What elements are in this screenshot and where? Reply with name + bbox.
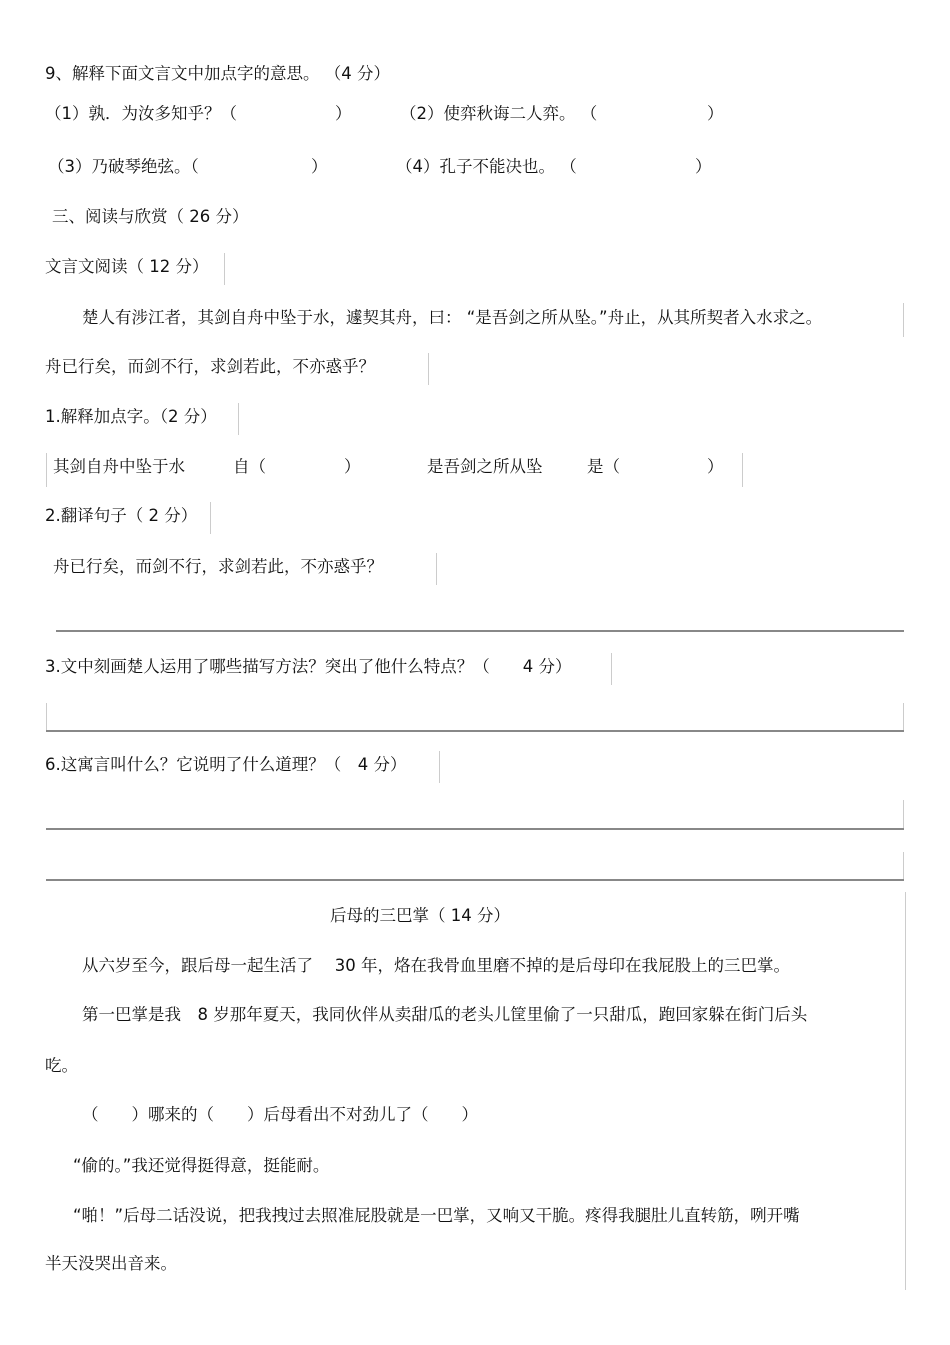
classical-q2-title: 2.翻译句子（ 2 分） (45, 506, 198, 525)
classical-q2-sentence: 舟已行矣，而剑不行，求剑若此，不亦惑乎？ (53, 557, 383, 576)
section-3-title: 三、阅读与欣赏（ 26 分） (52, 207, 249, 226)
answer-line (46, 828, 904, 830)
table-border (210, 502, 211, 534)
q9-item-1: （1）孰．为汝多知乎？（ (45, 104, 237, 123)
classical-q1-word-1: 自（ (233, 457, 266, 476)
table-border (742, 453, 743, 487)
answer-line (46, 879, 904, 881)
answer-line (56, 630, 904, 632)
question-9-title: 9、解释下面文言文中加点字的意思。 （4 分） (45, 64, 390, 83)
classical-q1-word-1-close: ） (344, 457, 361, 476)
story-paragraph-4-line-2: 半天没哭出音来。 (45, 1254, 177, 1273)
story-fill-blanks: （ ）哪来的（ ）后母看出不对劲儿了（ ） (82, 1105, 478, 1124)
q9-item-2: （2）使弈秋诲二人弈。 （ (400, 104, 598, 123)
story-paragraph-4-line-1: “啪！”后母二话没说，把我拽过去照准屁股就是一巴掌，又响又干脆。疼得我腿肚儿直转筋，咧开嘴 (73, 1206, 800, 1225)
classical-q1-title: 1.解释加点字。（2 分） (45, 407, 217, 426)
classical-q1-word-2-close: ） (707, 457, 724, 476)
q9-item-4: （4）孔子不能决也。 （ (396, 157, 577, 176)
table-border (238, 403, 239, 435)
q9-item-3: （3）乃破琴绝弦。（ (48, 157, 199, 176)
q9-item-1-close: ） (335, 104, 352, 123)
table-border (905, 892, 906, 1290)
table-border (903, 703, 904, 731)
classical-passage-line-1: 楚人有涉江者，其剑自舟中坠于水，遽契其舟，曰： “是吾剑之所从坠。”舟止，从其所契者入水求之。 (82, 308, 823, 327)
table-border (436, 553, 437, 585)
table-border (46, 453, 47, 487)
table-border (903, 852, 904, 880)
story-title: 后母的三巴掌（ 14 分） (330, 906, 510, 925)
table-border (903, 303, 904, 337)
classical-reading-title: 文言文阅读（ 12 分） (45, 257, 209, 276)
story-paragraph-2-line-1: 第一巴掌是我 8 岁那年夏天，我同伙伴从卖甜瓜的老头儿筐里偷了一只甜瓜，跑回家躲在街门后头 (82, 1005, 808, 1024)
story-paragraph-3: “偷的。”我还觉得挺得意，挺能耐。 (73, 1156, 330, 1175)
classical-q1-sentence-1: 其剑自舟中坠于水 (53, 457, 185, 476)
classical-q1-sentence-2: 是吾剑之所从坠 (427, 457, 543, 476)
table-border (46, 703, 47, 731)
table-border (439, 751, 440, 783)
answer-line (46, 730, 904, 732)
q9-item-4-close: ） (695, 157, 712, 176)
classical-q3-title: 3.文中刻画楚人运用了哪些描写方法？突出了他什么特点？（ 4 分） (45, 657, 572, 676)
q9-item-2-close: ） (707, 104, 724, 123)
q9-item-3-close: ） (311, 157, 328, 176)
table-border (224, 253, 225, 285)
table-border (428, 353, 429, 385)
classical-passage-line-2: 舟已行矣，而剑不行，求剑若此，不亦惑乎？ (45, 357, 375, 376)
classical-q1-word-2: 是（ (587, 457, 620, 476)
story-paragraph-2-line-2: 吃。 (45, 1056, 78, 1075)
table-border (611, 653, 612, 685)
classical-q6-title: 6.这寓言叫什么？它说明了什么道理？（ 4 分） (45, 755, 407, 774)
story-paragraph-1: 从六岁至今，跟后母一起生活了 30 年，烙在我骨血里磨不掉的是后母印在我屁股上的三巴掌。 (82, 956, 790, 975)
table-border (903, 800, 904, 828)
